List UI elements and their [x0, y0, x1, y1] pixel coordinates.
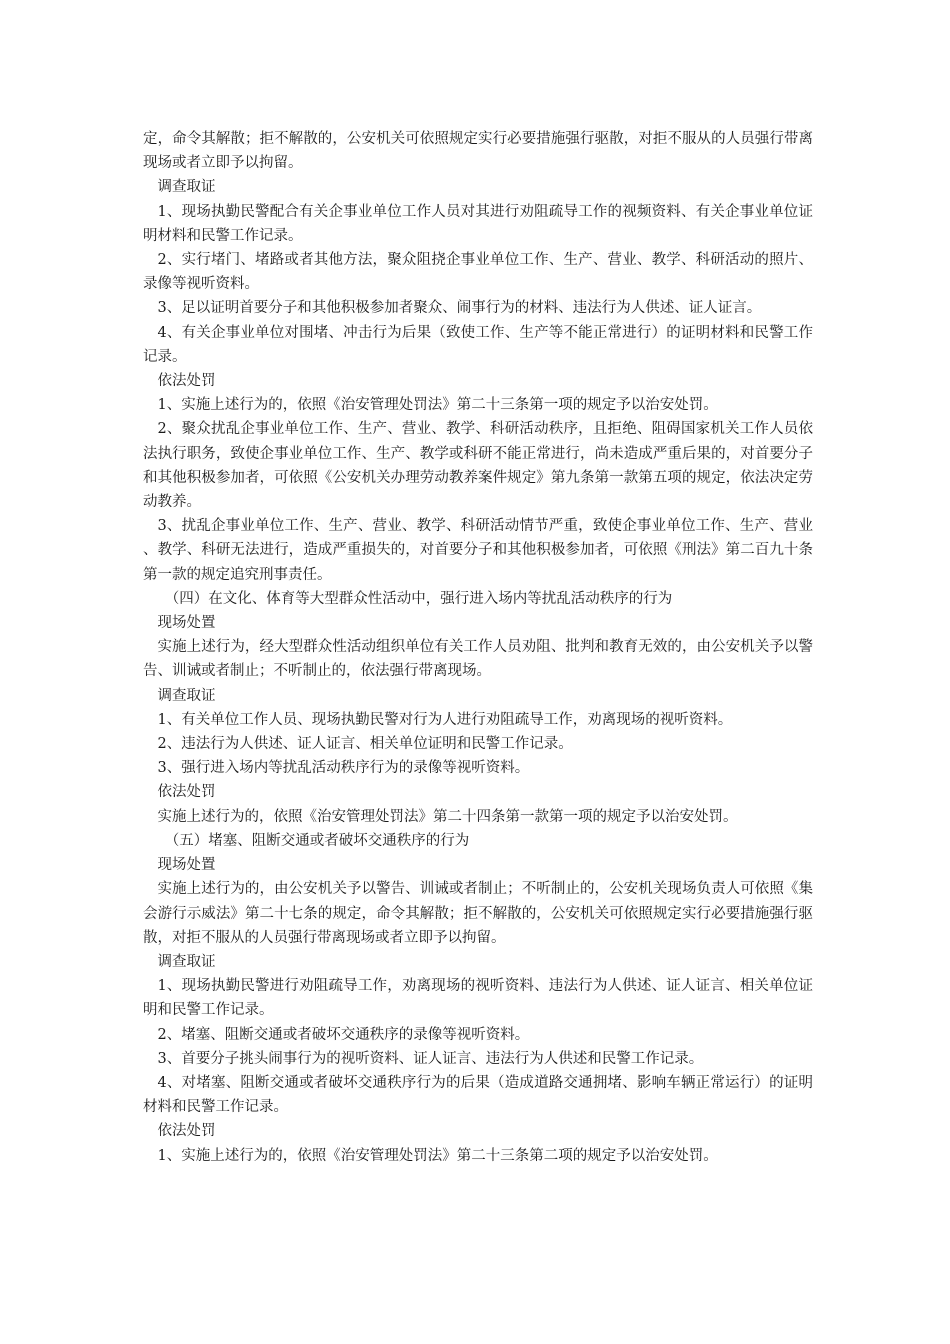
onsite-handling-text: 实施上述行为，经大型群众性活动组织单位有关工作人员劝阻、批判和教育无效的，由公安机关予以警告、训诫或者制止；不听制止的，依法强行带离现场。: [143, 639, 813, 680]
evidence-item-3: 3、强行进入场内等扰乱活动秩序行为的录像等视听资料。: [157, 760, 530, 777]
penalty-item-1: 1、实施上述行为的，依照《治安管理处罚法》第二十三条第一项的规定予以治安处罚。: [157, 397, 718, 414]
heading-onsite-handling: 现场处置: [157, 857, 216, 874]
penalty-item-2: 2、聚众扰乱企事业单位工作、生产、营业、教学、科研活动秩序，且拒绝、阻碍国家机关工作人员依法执行职务，致使企事业单位工作、生产、教学或科研不能正常进行，尚未造成严重后果的，对首要分子和其他积极参加者，可依照《公安机关办理劳动教养案件规定》第九条第一款第五项的规定，依法决定劳动教养。: [143, 421, 813, 511]
evidence-item-1: 1、有关单位工作人员、现场执勤民警对行为人进行劝阻疏导工作，劝离现场的视听资料。: [157, 711, 733, 728]
evidence-item-4: 4、对堵塞、阻断交通或者破坏交通秩序行为的后果（造成道路交通拥堵、影响车辆正常运行）的证明材料和民警工作记录。: [143, 1074, 813, 1116]
onsite-handling-text: 实施上述行为的，由公安机关予以警告、训诫或者制止；不听制止的，公安机关现场负责人可依照《集会游行示威法》第二十七条的规定，命令其解散；拒不解散的，公安机关可依照规定实行必要措施强行驱散，对拒不服从的人员强行带离现场或者立即予以拘留。: [143, 881, 813, 946]
heading-onsite-handling: 现场处置: [157, 615, 216, 632]
evidence-item-4: 4、有关企事业单位对围堵、冲击行为后果（致使工作、生产等不能正常进行）的证明材料和民警工作记录。: [143, 324, 813, 365]
heading-evidence: 调查取证: [157, 179, 216, 196]
heading-evidence: 调查取证: [157, 953, 216, 970]
evidence-item-1: 1、现场执勤民警进行劝阻疏导工作，劝离现场的视听资料、违法行为人供述、证人证言、相关单位证明和民警工作记录。: [143, 978, 813, 1019]
heading-penalty: 依法处罚: [157, 373, 216, 390]
evidence-item-2: 2、违法行为人供述、证人证言、相关单位证明和民警工作记录。: [157, 736, 573, 753]
evidence-item-2: 2、实行堵门、堵路或者其他方法，聚众阻挠企事业单位工作、生产、营业、教学、科研活动的照片、录像等视听资料。: [143, 252, 813, 293]
evidence-item-3: 3、首要分子挑头闹事行为的视听资料、证人证言、违法行为人供述和民警工作记录。: [157, 1050, 704, 1067]
evidence-item-2: 2、堵塞、阻断交通或者破坏交通秩序的录像等视听资料。: [157, 1026, 530, 1043]
heading-penalty: 依法处罚: [157, 1123, 216, 1140]
penalty-item-1: 1、实施上述行为的，依照《治安管理处罚法》第二十三条第二项的规定予以治安处罚。: [157, 1147, 718, 1164]
section-4-title: （四）在文化、体育等大型群众性活动中，强行进入场内等扰乱活动秩序的行为: [164, 590, 673, 607]
penalty-item-3: 3、扰乱企事业单位工作、生产、营业、教学、科研活动情节严重，致使企事业单位工作、生产、营业、教学、科研无法进行，造成严重损失的，对首要分子和其他积极参加者，可依照《刑法》第二百九十条第一款的规定追究刑事责任。: [143, 518, 813, 583]
heading-penalty: 依法处罚: [157, 784, 216, 801]
evidence-item-1: 1、现场执勤民警配合有关企事业单位工作人员对其进行劝阻疏导工作的视频资料、有关企事业单位证明材料和民警工作记录。: [143, 203, 813, 244]
heading-evidence: 调查取证: [157, 687, 216, 704]
paragraph-continuation: 定，命令其解散；拒不解散的，公安机关可依照规定实行必要措施强行驱散，对拒不服从的人员强行带离现场或者立即予以拘留。: [143, 131, 813, 172]
section-5-title: （五）堵塞、阻断交通或者破坏交通秩序的行为: [164, 832, 470, 849]
penalty-text: 实施上述行为的，依照《治安管理处罚法》第二十四条第一款第一项的规定予以治安处罚。: [157, 808, 738, 825]
evidence-item-3: 3、足以证明首要分子和其他积极参加者聚众、闹事行为的材料、违法行为人供述、证人证言。: [157, 300, 762, 317]
document-page: [143, 127, 813, 1168]
